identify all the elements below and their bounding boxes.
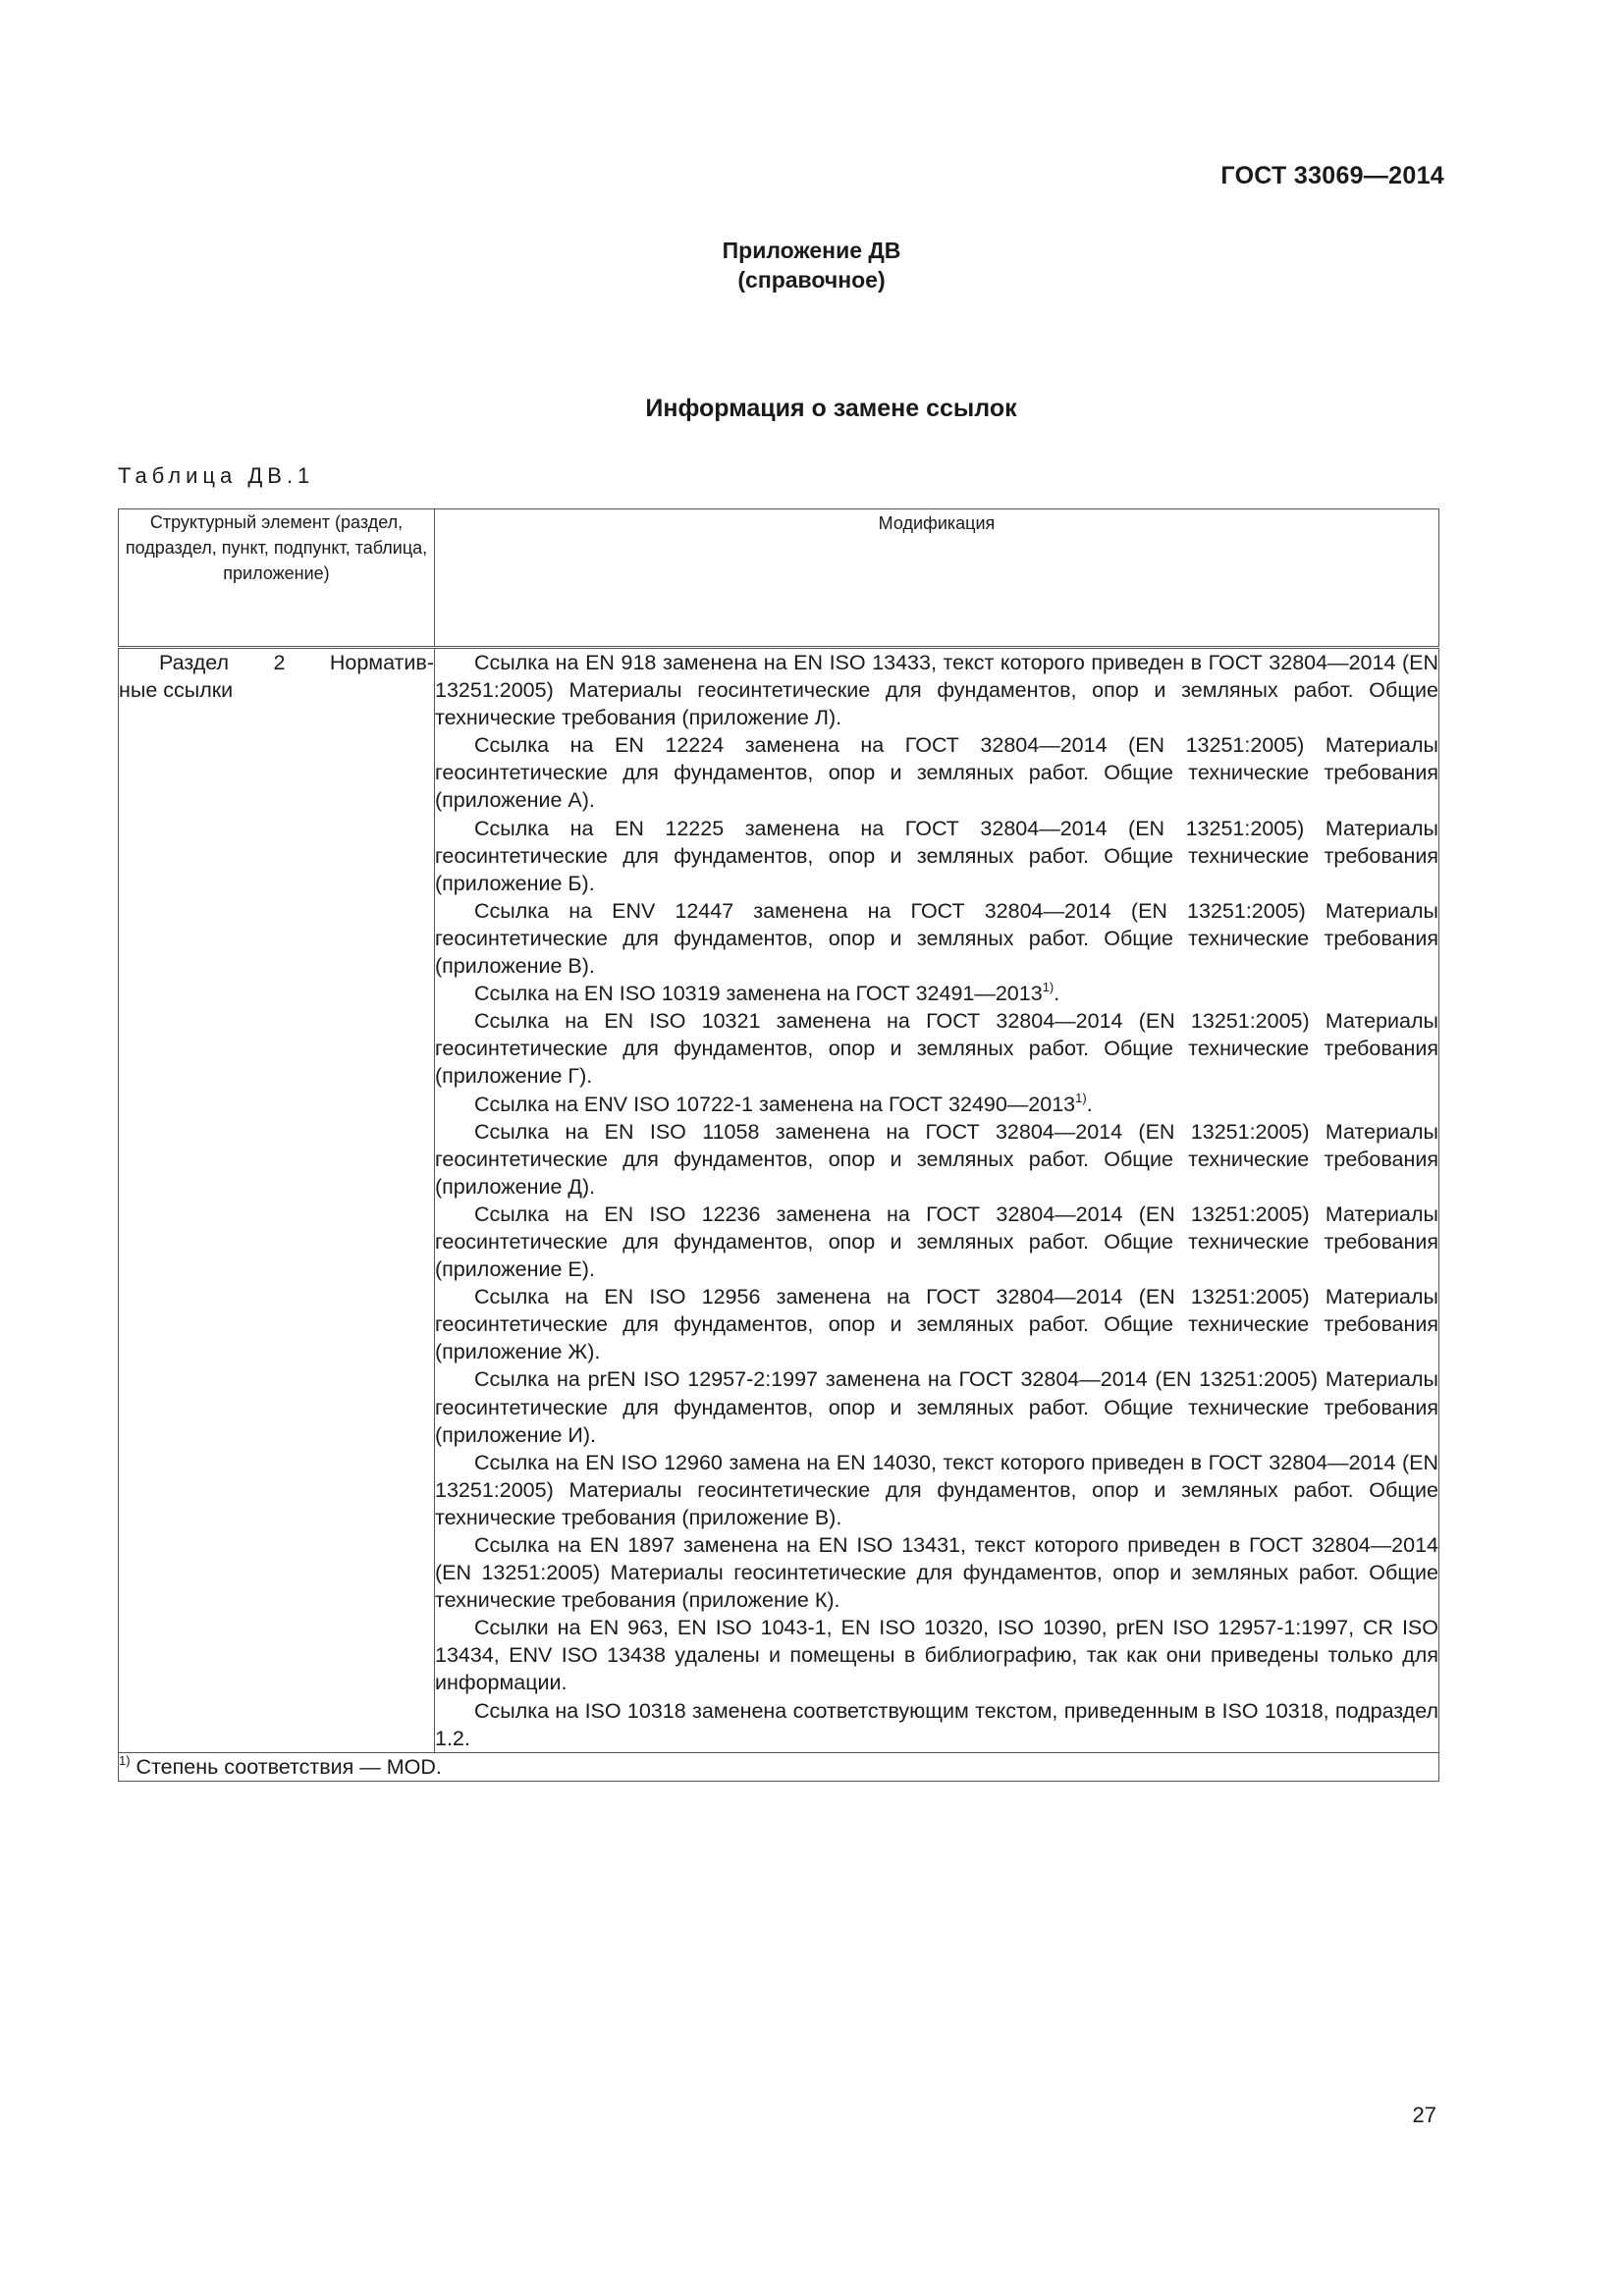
page-number: 27 (1412, 2103, 1436, 2127)
document-code: ГОСТ 33069—2014 (1220, 162, 1444, 189)
modification-paragraph (435, 1091, 1438, 1118)
footnote-ref: 1) (1042, 980, 1055, 995)
footnote-ref: 1) (1075, 1090, 1087, 1105)
section-title: Информация о замене ссылок (645, 395, 1017, 422)
cell-modification (435, 648, 1439, 1753)
modification-paragraph: Ссылка на ENV 12447 заменена на ГОСТ 32804—2014 (EN 13251:2005) Материалы геосинтетические для фундаментов, опор и земляных работ. Общие технические требования (приложение В). (435, 898, 1438, 979)
appendix-heading (0, 236, 1623, 294)
modification-paragraph (435, 980, 1438, 1007)
modification-paragraph: Ссылка на EN 918 заменена на EN ISO 13433, текст которого приведен в ГОСТ 32804—2014 (EN 13251:2005) Материалы геосинтетические для фундаментов, опор и земляных работ. Общие технические требования (приложение Л). (435, 651, 1438, 730)
appendix-title: Приложение ДВ (722, 238, 901, 263)
footnote-text: Степень соответствия — MOD. (135, 1754, 442, 1779)
paragraph-text: Ссылка на EN ISO 10319 заменена на ГОСТ 32491—2013 (474, 982, 1043, 1006)
table-header-row (119, 509, 1439, 648)
modification-paragraph: Ссылки на EN 963, EN ISO 1043-1, EN ISO 10320, ISO 10390, prEN ISO 12957-1:1997, CR ISO 13434, ENV ISO 13438 удалены и помещены в библиографию, так как они приведены только для информации. (435, 1616, 1438, 1695)
modification-paragraph: Ссылка на ISO 10318 заменена соответствующим текстом, приведенным в ISO 10318, подраздел 1.2. (435, 1698, 1438, 1750)
table-caption: Таблица ДВ.1 (118, 463, 315, 488)
modification-paragraph: Ссылка на EN ISO 11058 заменена на ГОСТ 32804—2014 (EN 13251:2005) Материалы геосинтетические для фундаментов, опор и земляных работ. Общие технические требования (приложение Д). (435, 1119, 1438, 1199)
modification-paragraph: Ссылка на EN 12224 заменена на ГОСТ 32804—2014 (EN 13251:2005) Материалы геосинтетические для фундаментов, опор и земляных работ. Общие технические требования (приложение А). (435, 733, 1438, 813)
modification-paragraph: Ссылка на prEN ISO 12957-2:1997 заменена на ГОСТ 32804—2014 (EN 13251:2005) Материалы геосинтетические для фундаментов, опор и земляных работ. Общие технические требования (приложение И). (435, 1367, 1438, 1447)
appendix-type: (справочное) (737, 267, 886, 293)
cell-structural-element (119, 648, 435, 1753)
footnote-marker: 1) (119, 1752, 131, 1768)
modification-paragraph: Ссылка на EN ISO 12960 замена на EN 14030, текст которого приведен в ГОСТ 32804—2014 (EN 13251:2005) Материалы геосинтетические для фундаментов, опор и земляных работ. Общие технические требования (приложение В). (435, 1450, 1438, 1529)
structural-element-line: Раздел 2 Норматив- (159, 651, 434, 674)
paragraph-end: . (1054, 982, 1060, 1006)
modification-paragraph: Ссылка на EN ISO 10321 заменена на ГОСТ 32804—2014 (EN 13251:2005) Материалы геосинтетические для фундаментов, опор и земляных работ. Общие технические требования (приложение Г). (435, 1009, 1438, 1089)
table-footnote-row (119, 1752, 1439, 1781)
header-modification: Модификация (435, 509, 1439, 648)
modification-paragraph: Ссылка на EN 1897 заменена на EN ISO 13431, текст которого приведен в ГОСТ 32804—2014 (EN 13251:2005) Материалы геосинтетические для фундаментов, опор и земляных работ. Общие технические требования (приложение К). (435, 1533, 1438, 1613)
modification-paragraph: Ссылка на EN ISO 12956 заменена на ГОСТ 32804—2014 (EN 13251:2005) Материалы геосинтетические для фундаментов, опор и земляных работ. Общие технические требования (приложение Ж). (435, 1285, 1438, 1364)
header-structural-element: Структурный элемент (раздел, подраздел, пункт, подпункт, таблица, приложение) (119, 509, 435, 648)
paragraph-end: . (1086, 1092, 1093, 1116)
table-footnote (119, 1752, 1439, 1781)
paragraph-text: Ссылка на ENV ISO 10722-1 заменена на ГОСТ 32490—2013 (474, 1092, 1076, 1116)
modification-paragraph: Ссылка на EN 12225 заменена на ГОСТ 32804—2014 (EN 13251:2005) Материалы геосинтетические для фундаментов, опор и земляных работ. Общие технические требования (приложение Б). (435, 816, 1438, 895)
references-table (118, 508, 1439, 1782)
modification-paragraph: Ссылка на EN ISO 12236 заменена на ГОСТ 32804—2014 (EN 13251:2005) Материалы геосинтетические для фундаментов, опор и земляных работ. Общие технические требования (приложение Е). (435, 1201, 1438, 1282)
structural-element-line: ные ссылки (119, 678, 234, 703)
table-row (119, 648, 1439, 1753)
